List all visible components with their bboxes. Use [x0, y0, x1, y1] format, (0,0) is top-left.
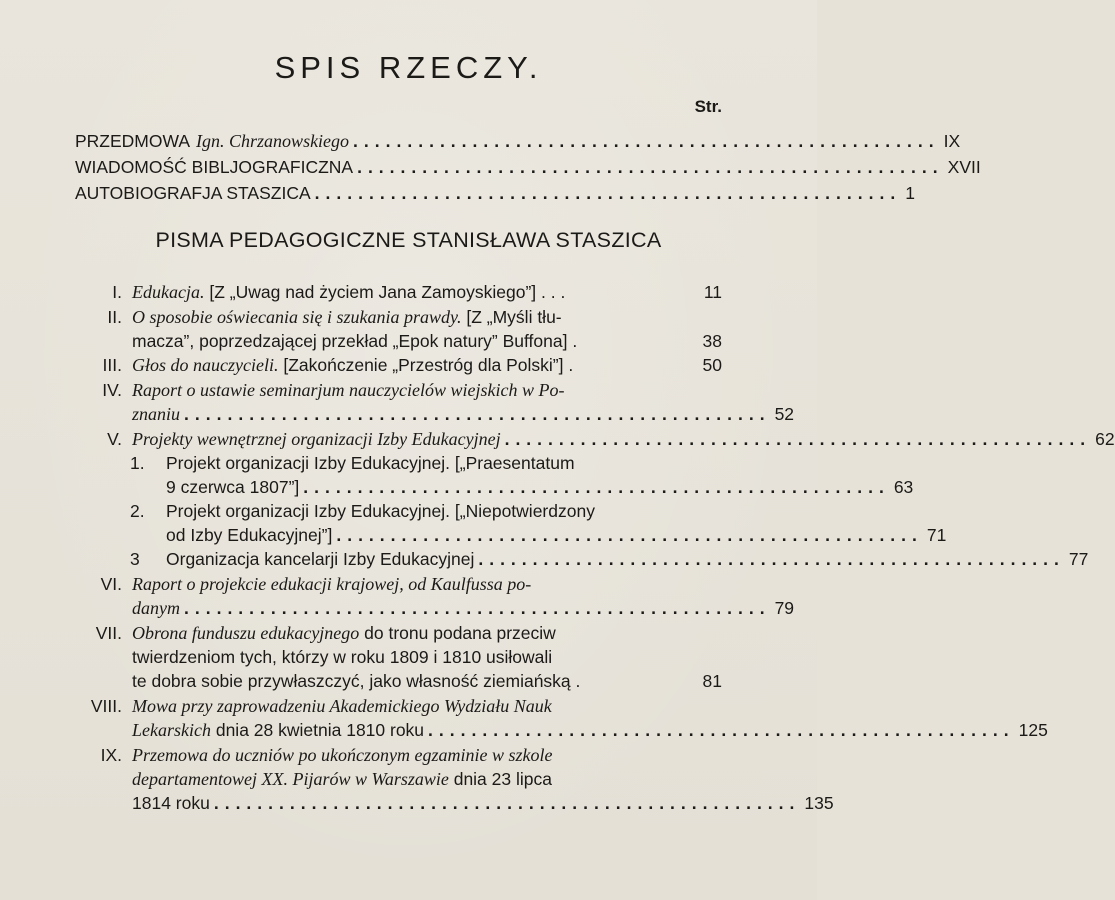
- toc-entry-8-line2: [132, 720, 1048, 741]
- toc-label: WIADOMOŚĆ BIBLJOGRAFICZNA: [75, 157, 354, 177]
- toc-label: PRZEDMOWA: [75, 131, 191, 151]
- toc-entry-7-line3: [132, 671, 722, 692]
- toc-front-autobiography: [75, 183, 915, 204]
- leader-dots: ......................................................: [184, 598, 771, 618]
- toc-entry-5-3: [166, 549, 1089, 570]
- page-column-label: Str.: [694, 97, 722, 116]
- toc-entry-5-2-line1: [166, 501, 722, 522]
- toc-entry-9-line2: [132, 769, 722, 790]
- toc-entry-3: [132, 355, 722, 376]
- toc-front-preface: [75, 131, 961, 152]
- leader-dots: ......................................................: [353, 131, 940, 151]
- sub-entry-number: 2.: [130, 501, 145, 521]
- entry-number: IX.: [100, 745, 122, 765]
- entry-title: Lekarskich: [132, 720, 211, 740]
- entry-number: III.: [102, 355, 122, 375]
- toc-page: IX: [943, 131, 961, 151]
- toc-label: AUTOBIOGRAFJA STASZICA: [75, 183, 311, 203]
- entry-note: te dobra sobie przywłaszczyć, jako własność ziemiańską .: [132, 671, 581, 691]
- toc-page: 125: [1018, 720, 1048, 740]
- toc-entry-9-line3: [132, 793, 834, 814]
- entry-note: [Z „Myśli tłu-: [461, 307, 562, 327]
- toc-page: 52: [774, 404, 795, 424]
- toc-entry-5-1-line2: [166, 477, 914, 498]
- entry-title: Organizacja kancelarji Izby Edukacyjnej: [166, 549, 475, 569]
- leader-dots: ......................................................: [213, 793, 801, 813]
- entry-title: Obrona funduszu edukacyjnego: [132, 623, 360, 643]
- entry-title: Raport o projekcie edukacji krajowej, od Kaulfussa po-: [132, 574, 532, 594]
- entry-title: 9 czerwca 1807”]: [166, 477, 300, 497]
- toc-entry-5: [132, 429, 1115, 450]
- entry-title: Edukacja.: [132, 282, 205, 302]
- leader-dots: ......................................................: [428, 720, 1015, 740]
- entry-note: dnia 28 kwietnia 1810 roku: [210, 720, 425, 740]
- toc-page: 135: [804, 793, 834, 813]
- entry-note: twierdzeniom tych, którzy w roku 1809 i 1810 usiłowali: [132, 647, 553, 667]
- entry-title: departamentowej XX. Pijarów w Warszawie: [132, 769, 449, 789]
- toc-entry-9-line1: [132, 745, 722, 766]
- toc-entry-4-line2: [132, 404, 795, 425]
- entry-note: do tronu podana przeciw: [359, 623, 556, 643]
- toc-entry-5-1-line1: [166, 453, 722, 474]
- toc-page: 62: [1095, 429, 1115, 449]
- entry-note: dnia 23 lipca: [448, 769, 552, 789]
- toc-page: 11: [703, 282, 722, 302]
- entry-note: [Z „Uwag nad życiem Jana Zamoyskiego”] . . .: [204, 282, 566, 302]
- toc-page: 50: [702, 355, 722, 375]
- entry-number: IV.: [102, 380, 122, 400]
- entry-title: Projekty wewnętrznej organizacji Izby Edukacyjnej: [132, 429, 501, 449]
- entry-title: Przemowa do uczniów po ukończonym egzaminie w szkole: [132, 745, 553, 765]
- toc-entry-2-line2: [132, 331, 722, 352]
- toc-page: 77: [1068, 549, 1089, 569]
- entry-number: II.: [107, 307, 122, 327]
- sub-entry-number: 1.: [130, 453, 145, 473]
- entry-number: VI.: [100, 574, 122, 594]
- entry-number: VIII.: [90, 696, 122, 716]
- toc-entry-7-line1: [132, 623, 722, 644]
- section-heading: PISMA PEDAGOGICZNE STANISŁAWA STASZICA: [155, 228, 662, 252]
- leader-dots: ......................................................: [184, 404, 771, 424]
- toc-author: Ign. Chrzanowskiego: [196, 131, 350, 151]
- entry-title: Głos do nauczycieli.: [132, 355, 279, 375]
- leader-dots: ......................................................: [303, 477, 890, 497]
- toc-page: 1: [905, 183, 915, 203]
- toc-entry-5-2-line2: [166, 525, 947, 546]
- toc-front-bibliography: [75, 157, 981, 178]
- toc-entry-6-line2: [132, 598, 795, 619]
- toc-entry-4-line1: [132, 380, 722, 401]
- entry-title: O sposobie oświecania się i szukania prawdy.: [132, 307, 462, 327]
- entry-number: I.: [112, 282, 122, 302]
- leader-dots: ......................................................: [478, 549, 1065, 569]
- entry-title: Projekt organizacji Izby Edukacyjnej. [„Niepotwierdzony: [166, 501, 595, 521]
- entry-note: [Zakończenie „Przestróg dla Polski”] .: [278, 355, 574, 375]
- toc-page: 63: [893, 477, 914, 497]
- entry-title: Raport o ustawie seminarjum nauczycielów wiejskich w Po-: [132, 380, 565, 400]
- entry-title: od Izby Edukacyjnej”]: [166, 525, 333, 545]
- toc-entry-7-line2: [132, 647, 722, 668]
- toc-page: 79: [774, 598, 795, 618]
- toc-entry-8-line1: [132, 696, 722, 717]
- toc-entry-1: [132, 282, 722, 303]
- page-title: SPIS RZECZY.: [274, 50, 543, 85]
- entry-title: znaniu: [132, 404, 181, 424]
- entry-title: danym: [132, 598, 180, 618]
- sub-entry-number: 3: [130, 549, 140, 569]
- entry-note: macza”, poprzedzającej przekład „Epok natury” Buffona] .: [132, 331, 578, 351]
- entry-number: V.: [107, 429, 122, 449]
- leader-dots: ......................................................: [504, 429, 1092, 449]
- leader-dots: ......................................................: [357, 157, 944, 177]
- leader-dots: ......................................................: [336, 525, 923, 545]
- toc-page: 38: [702, 331, 722, 351]
- toc-entry-6-line1: [132, 574, 722, 595]
- entry-note: 1814 roku: [132, 793, 210, 813]
- toc-page: 71: [926, 525, 947, 545]
- toc-entry-2-line1: [132, 307, 722, 328]
- toc-page: 81: [702, 671, 722, 691]
- entry-number: VII.: [95, 623, 122, 643]
- entry-title: Projekt organizacji Izby Edukacyjnej. [„Praesentatum: [166, 453, 575, 473]
- leader-dots: ......................................................: [314, 183, 902, 203]
- toc-page: XVII: [947, 157, 981, 177]
- entry-title: Mowa przy zaprowadzeniu Akademickiego Wydziału Nauk: [132, 696, 552, 716]
